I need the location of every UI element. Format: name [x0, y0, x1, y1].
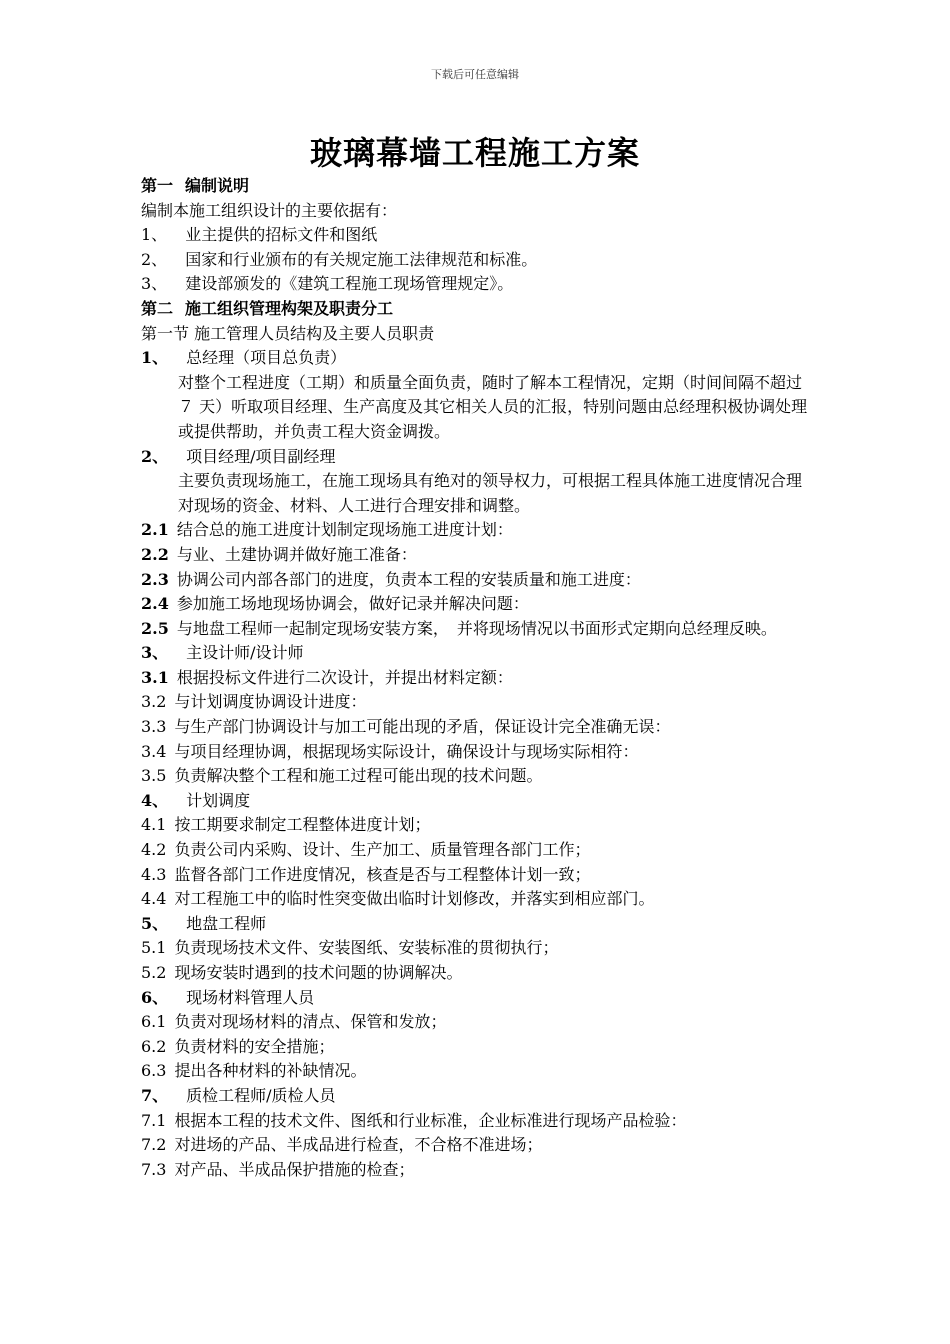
- text-line: [141, 715, 813, 740]
- item-text: 编制说明: [185, 176, 250, 195]
- item-text: 总经理（项目总负责）: [186, 348, 347, 368]
- text-line: [141, 297, 813, 322]
- text-line: [141, 690, 813, 715]
- text-line: [141, 272, 813, 297]
- text-line: [141, 1035, 813, 1060]
- item-text: 与生产部门协调设计与加工可能出现的矛盾，保证设计完全准确无误：: [174, 717, 671, 737]
- text-line: [141, 518, 813, 543]
- item-number: 2.3: [141, 569, 169, 589]
- item-number: 4.1: [141, 815, 167, 835]
- text-line: [141, 1158, 813, 1183]
- item-number: 7.1: [141, 1110, 167, 1130]
- item-text: 协调公司内部各部门的进度，负责本工程的安装质量和施工进度：: [176, 569, 641, 589]
- text-line: [141, 986, 813, 1011]
- item-number: 2.4: [141, 594, 169, 614]
- text-line: [141, 617, 813, 642]
- item-number: 3.5: [141, 766, 167, 786]
- item-number: 3.1: [141, 667, 169, 687]
- item-number: 6.3: [141, 1061, 167, 1081]
- item-text: 对产品、半成品保护措施的检查；: [174, 1159, 415, 1179]
- page-header: 下载后可任意编辑: [431, 68, 519, 81]
- item-text: 结合总的施工进度计划制定现场施工进度计划：: [176, 520, 513, 540]
- item-number: 3.3: [141, 717, 167, 737]
- text-line: [141, 863, 813, 888]
- item-text: 负责解决整个工程和施工过程可能出现的技术问题。: [174, 766, 543, 786]
- item-text: 与地盘工程师一起制定现场安装方案， 并将现场情况以书面形式定期向总经理反映。: [176, 618, 777, 638]
- item-number: 6、: [141, 987, 169, 1007]
- item-number: 3.4: [141, 741, 167, 761]
- text-line: [141, 445, 813, 470]
- item-text: 提出各种材料的补缺情况。: [174, 1061, 367, 1081]
- item-text: 现场安装时遇到的技术问题的协调解决。: [174, 963, 463, 982]
- item-text: 对整个工程进度（工期）和质量全面负责，随时了解本工程情况，定期（时间间隔不超过７ 天）听取项目经理、生产高度及其它相关人员的汇报，特别问题由总经理积极协调处理或提供帮助，并负责工程大资金调拨。: [178, 372, 808, 441]
- item-number: 2.5: [141, 618, 169, 638]
- item-text: 国家和行业颁布的有关规定施工法律规范和标准。: [185, 249, 538, 269]
- text-line: [141, 248, 813, 273]
- item-text: 对进场的产品、半成品进行检查，不合格不准进场；: [174, 1135, 543, 1155]
- item-number: 7.2: [141, 1135, 167, 1155]
- text-line: [141, 199, 813, 224]
- item-text: 与业、土建协调并做好施工准备：: [176, 544, 417, 564]
- item-number: 1、: [141, 348, 169, 368]
- item-text: 现场材料管理人员: [186, 987, 315, 1007]
- text-line: [141, 666, 813, 691]
- item-number: 6.2: [141, 1036, 167, 1056]
- text-line: [141, 764, 813, 789]
- text-line: [141, 1109, 813, 1134]
- text-line: [141, 912, 813, 937]
- text-line: [141, 813, 813, 838]
- item-number: 4.3: [141, 864, 167, 884]
- text-line: [141, 543, 813, 568]
- item-text: 参加施工场地现场协调会，做好记录并解决问题：: [176, 594, 529, 614]
- item-text: 监督各部门工作进度情况，核查是否与工程整体计划一致；: [174, 864, 591, 884]
- item-text: 与计划调度协调设计进度：: [174, 692, 367, 712]
- item-number: 2、: [141, 249, 168, 269]
- item-text: 业主提供的招标文件和图纸: [185, 225, 378, 245]
- item-number: 2.2: [141, 544, 169, 564]
- item-number: 4.2: [141, 840, 167, 860]
- item-text: 主设计师/设计师: [186, 643, 304, 663]
- item-number: 3、: [141, 274, 168, 294]
- item-text: 负责公司内采购、设计、生产加工、质量管理各部门工作；: [174, 840, 591, 860]
- text-line: [141, 961, 813, 986]
- item-text: 负责现场技术文件、安装图纸、安装标准的贯彻执行；: [174, 938, 559, 958]
- item-text: 根据投标文件进行二次设计，并提出材料定额：: [176, 667, 513, 687]
- item-text: 质检工程师/质检人员: [186, 1085, 336, 1105]
- text-line: [141, 469, 813, 518]
- text-line: [141, 223, 813, 248]
- item-number: 5.1: [141, 938, 167, 958]
- text-line: [141, 1084, 813, 1109]
- item-text: 按工期要求制定工程整体进度计划；: [174, 815, 431, 835]
- text-line: [141, 936, 813, 961]
- item-text: 编制本施工组织设计的主要依据有：: [141, 200, 398, 220]
- item-number: 4.4: [141, 889, 167, 909]
- text-line: [141, 371, 813, 445]
- item-number: 第一: [141, 176, 174, 195]
- document-body: [141, 174, 813, 1182]
- item-text: 负责对现场材料的清点、保管和发放；: [174, 1012, 447, 1032]
- item-number: 3、: [141, 643, 169, 663]
- text-line: [141, 174, 813, 199]
- item-text: 地盘工程师: [186, 913, 267, 933]
- item-text: 施工组织管理构架及职责分工: [185, 298, 394, 318]
- item-text: 计划调度: [186, 790, 251, 810]
- text-line: [141, 838, 813, 863]
- text-line: [141, 1133, 813, 1158]
- text-line: [141, 1010, 813, 1035]
- item-number: 2、: [141, 446, 169, 466]
- text-line: [141, 322, 813, 347]
- item-text: 负责材料的安全措施；: [174, 1036, 335, 1056]
- item-text: 对工程施工中的临时性突变做出临时计划修改，并落实到相应部门。: [174, 889, 655, 909]
- item-text: 建设部颁发的《建筑工程施工现场管理规定》。: [185, 274, 514, 294]
- item-text: 与项目经理协调，根据现场实际设计，确保设计与现场实际相符：: [174, 741, 639, 761]
- item-number: 5、: [141, 913, 169, 933]
- item-number: 第二: [141, 298, 174, 318]
- item-number: 6.1: [141, 1012, 167, 1032]
- item-text: 项目经理/项目副经理: [186, 446, 336, 466]
- item-number: 7.3: [141, 1159, 167, 1179]
- text-line: [141, 592, 813, 617]
- text-line: [141, 641, 813, 666]
- text-line: [141, 740, 813, 765]
- text-line: [141, 1059, 813, 1084]
- item-text: 主要负责现场施工，在施工现场具有绝对的领导权力，可根据工程具体施工进度情况合理对现场的资金、材料、人工进行合理安排和调整。: [178, 471, 803, 515]
- text-line: [141, 789, 813, 814]
- item-number: 4、: [141, 790, 169, 810]
- item-number: 1、: [141, 225, 168, 245]
- text-line: [141, 346, 813, 371]
- text-line: [141, 568, 813, 593]
- item-number: 5.2: [141, 963, 167, 982]
- text-line: [141, 887, 813, 912]
- item-number: 3.2: [141, 692, 167, 712]
- item-text: 根据本工程的技术文件、图纸和行业标准，企业标准进行现场产品检验：: [174, 1110, 687, 1130]
- item-number: 7、: [141, 1085, 169, 1105]
- document-title: 玻璃幕墙工程施工方案: [309, 134, 640, 172]
- item-text: 第一节 施工管理人员结构及主要人员职责: [141, 323, 435, 343]
- item-number: 2.1: [141, 520, 169, 540]
